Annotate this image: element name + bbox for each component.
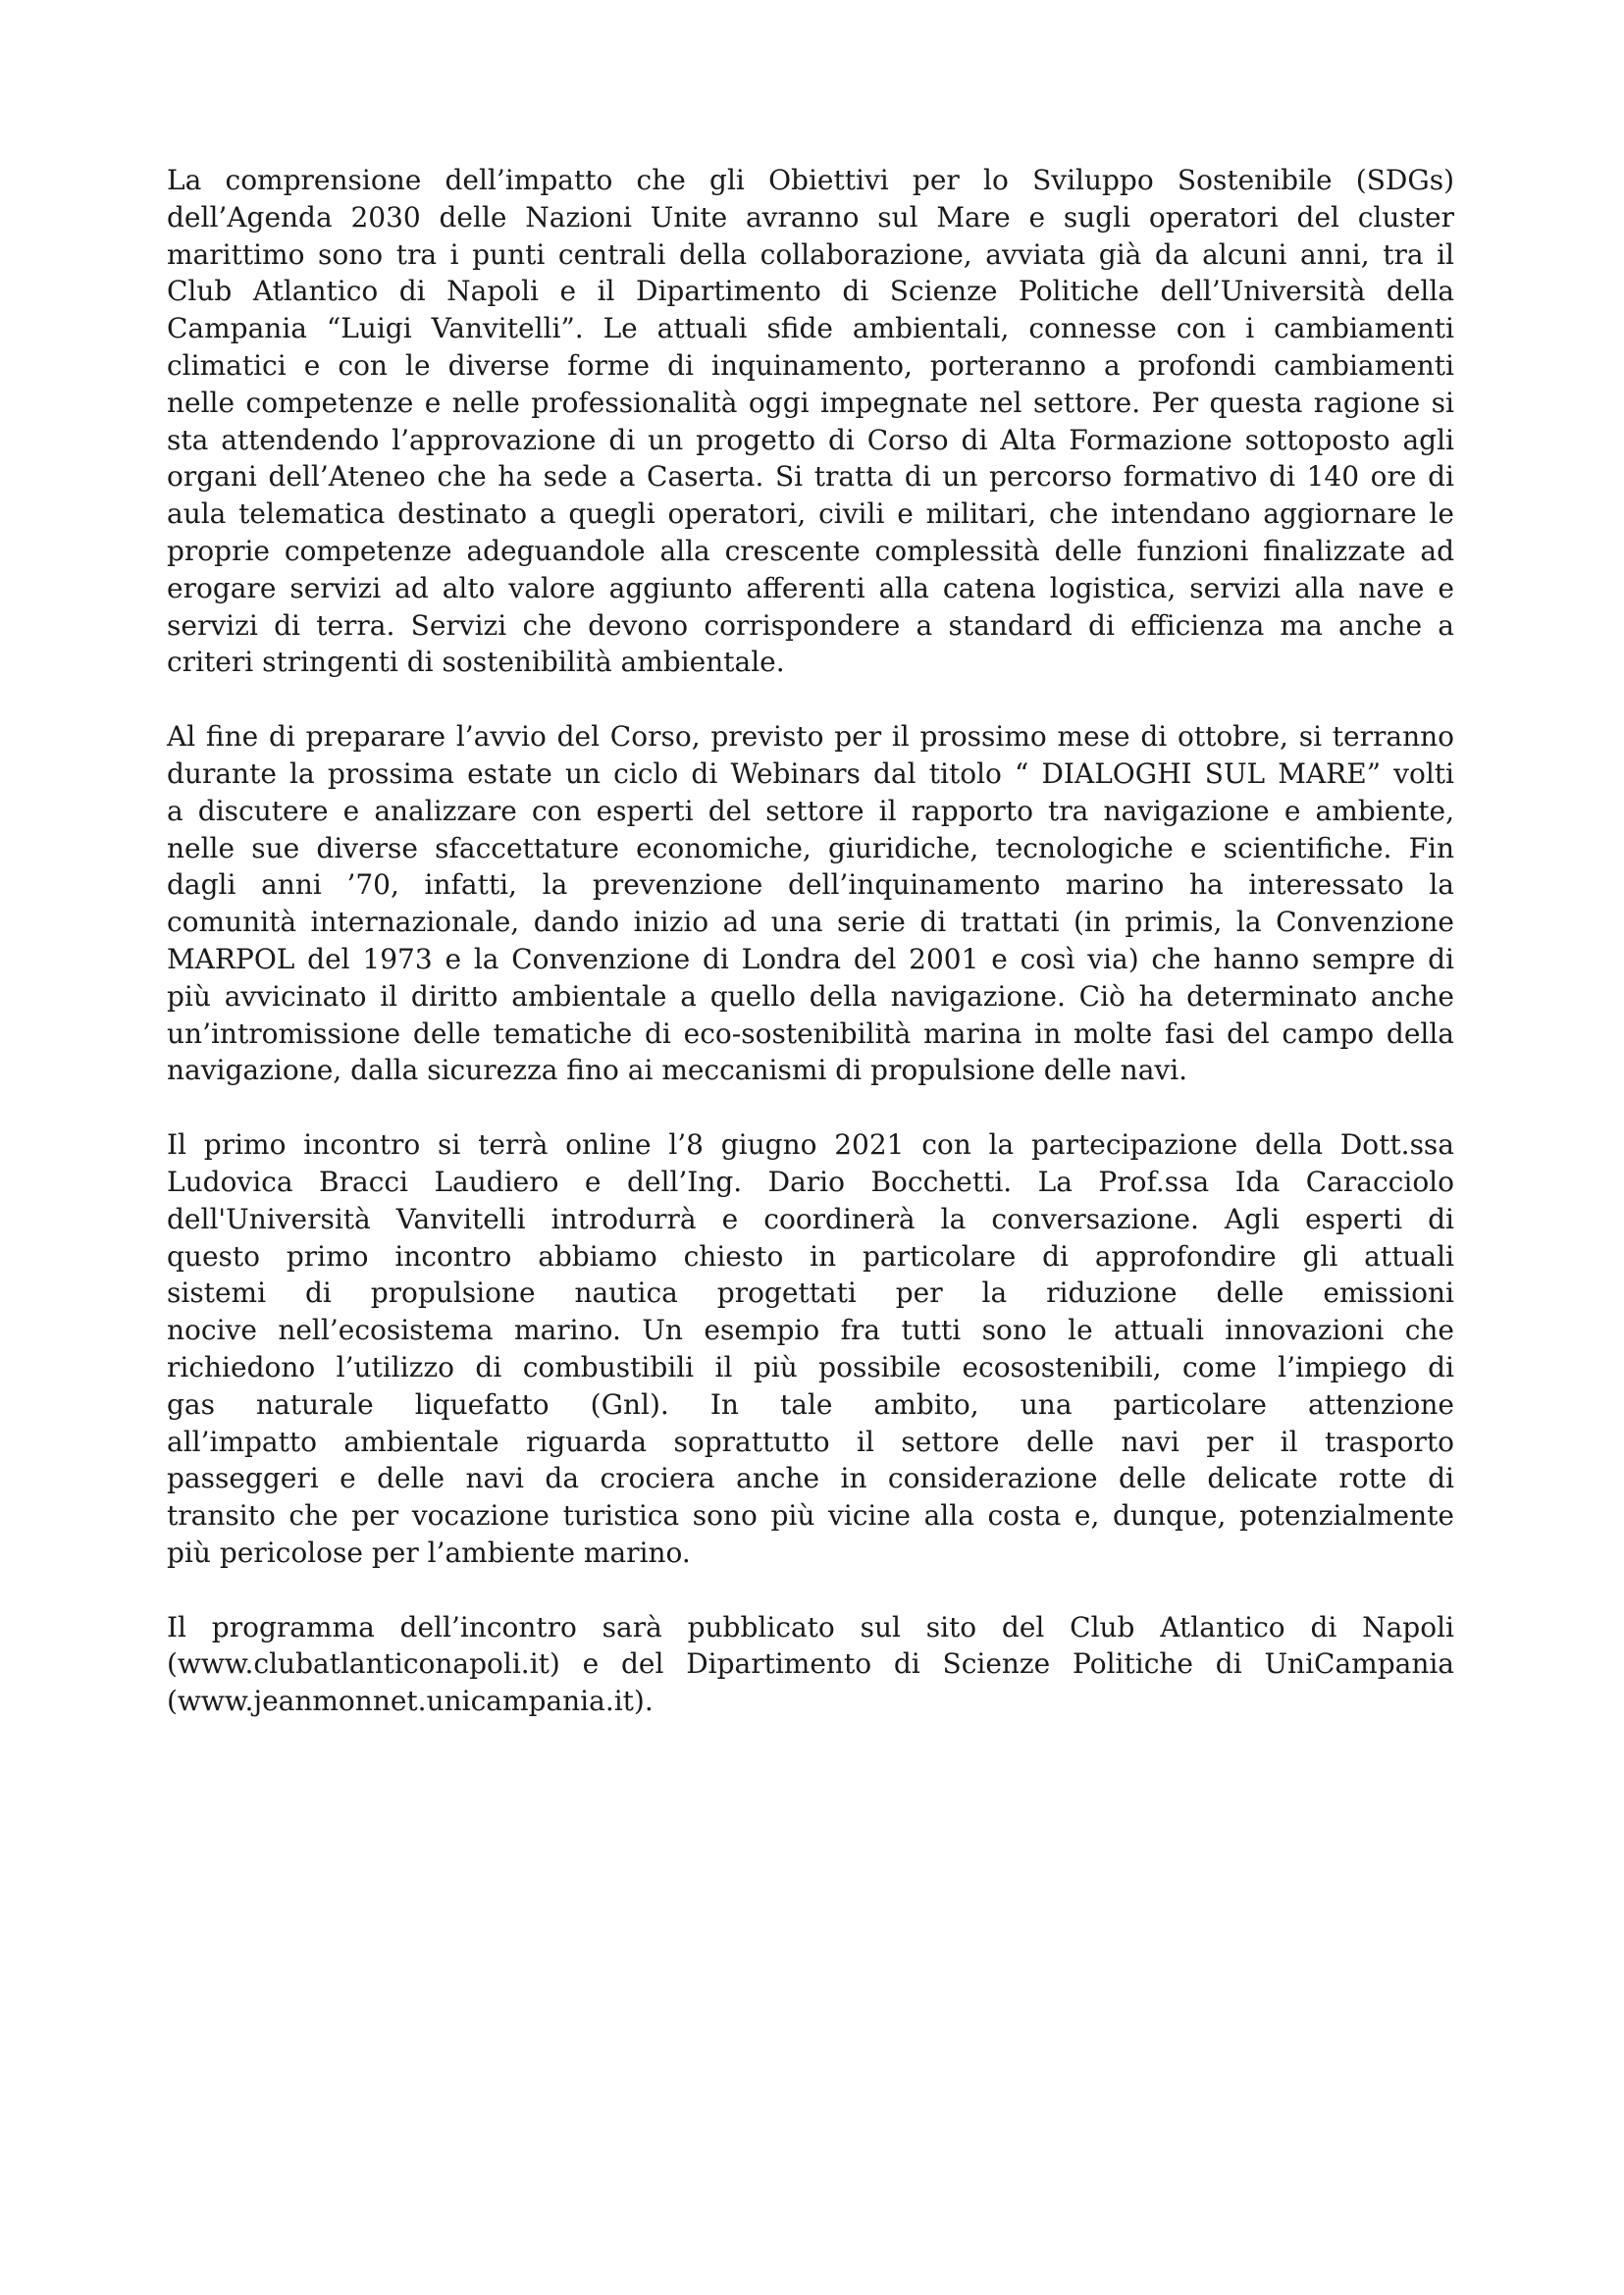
text-line: MARPOL del 1973 e la Convenzione di Londra del 2001 e così via) che hanno sempre di [167,942,1454,975]
text-line: Il programma dell’incontro sarà pubblicato sul sito del Club Atlantico di Napoli [167,1610,1454,1643]
text-line: dagli anni ’70, infatti, la prevenzione dell’inquinamento marino ha interessato la [167,868,1454,902]
text-line: erogare servizi ad alto valore aggiunto afferenti alla catena logistica, servizi alla nave e [167,571,1454,604]
text-line: Al fine di preparare l’avvio del Corso, previsto per il prossimo mese di ottobre, si terranno [167,720,1454,754]
text-line: Campania “Luigi Vanvitelli”. Le attuali sfide ambientali, connesse con i cambiamenti [167,312,1454,345]
text-line: sta attendendo l’approvazione di un progetto di Corso di Alta Formazione sottoposto agli [167,423,1454,456]
document-body [167,162,1454,1757]
paragraph-sdgs-collaboration [167,162,1454,681]
text-line: dell’Agenda 2030 delle Nazioni Unite avranno sul Mare e sugli operatori del cluster [167,200,1454,234]
text-line: nelle competenze e nelle professionalità oggi impegnate nel settore. Per questa ragione si [167,386,1454,419]
text-line: La comprensione dell’impatto che gli Obiettivi per lo Sviluppo Sostenibile (SDGs) [167,164,1454,196]
text-line: durante la prossima estate un ciclo di Webinars dal titolo “ DIALOGHI SUL MARE” volti [167,756,1454,790]
text-line: più pericolose per l’ambiente marino. [167,1536,691,1569]
text-line: a discutere e analizzare con esperti del settore il rapporto tra navigazione e ambiente, [167,794,1454,827]
text-line: proprie competenze adeguandole alla crescente complessità delle funzioni finalizzate ad [167,534,1454,567]
text-line: navigazione, dalla sicurezza fino ai meccanismi di propulsione delle navi. [167,1054,1188,1087]
text-line: servizi di terra. Servizi che devono corrispondere a standard di efficienza ma anche a [167,608,1454,642]
text-line: marittimo sono tra i punti centrali della collaborazione, avviata già da alcuni anni, tra il [167,237,1454,271]
text-line: criteri stringenti di sostenibilità ambientale. [167,646,785,679]
text-line: transito che per vocazione turistica sono più vicine alla costa e, dunque, potenzialmente [167,1499,1454,1533]
text-line: (www.clubatlanticonapoli.it) e del Dipartimento di Scienze Politiche di UniCampania [167,1647,1454,1681]
text-line: Ludovica Bracci Laudiero e dell’Ing. Dario Bocchetti. La Prof.ssa Ida Caracciolo [167,1165,1454,1198]
text-line: richiedono l’utilizzo di combustibili il più possibile ecosostenibili, come l’impiego di [167,1350,1454,1383]
text-line: questo primo incontro abbiamo chiesto in particolare di approfondire gli attuali [167,1239,1454,1273]
text-line: Club Atlantico di Napoli e il Dipartimento di Scienze Politiche dell’Università della [167,275,1454,308]
text-line: nocive nell’ecosistema marino. Un esempio fra tutti sono le attuali innovazioni che [167,1314,1454,1347]
text-line: organi dell’Ateneo che ha sede a Caserta. Si tratta di un percorso formativo di 140 ore di [167,460,1454,494]
text-line: all’impatto ambientale riguarda soprattutto il settore delle navi per il trasporto [167,1425,1454,1458]
text-line: passeggeri e delle navi da crociera anche in considerazione delle delicate rotte di [167,1462,1454,1495]
paragraph-first-meeting [167,1126,1454,1572]
text-line: sistemi di propulsione nautica progettati per la riduzione delle emissioni [167,1277,1454,1310]
text-line: aula telematica destinato a quegli operatori, civili e militari, che intendano aggiornare le [167,497,1454,531]
text-line: un’intromissione delle tematiche di eco-sostenibilità marina in molte fasi del campo della [167,1017,1454,1050]
text-line: più avvicinato il diritto ambientale a quello della navigazione. Ciò ha determinato anche [167,979,1454,1013]
text-line: dell'Università Vanvitelli introdurrà e coordinerà la conversazione. Agli esperti di [167,1202,1454,1235]
paragraph-webinars [167,718,1454,1089]
text-line: (www.jeanmonnet.unicampania.it). [167,1685,654,1718]
text-line: Il primo incontro si terrà online l’8 giugno 2021 con la partecipazione della Dott.ssa [167,1128,1454,1162]
text-line: nelle sue diverse sfaccettature economiche, giuridiche, tecnologiche e scientifiche. Fin [167,831,1454,864]
text-line: climatici e con le diverse forme di inquinamento, porteranno a profondi cambiamenti [167,348,1454,382]
text-line: comunità internazionale, dando inizio ad una serie di trattati (in primis, la Convenzione [167,906,1454,939]
text-line: gas naturale liquefatto (Gnl). In tale ambito, una particolare attenzione [167,1387,1454,1421]
paragraph-program-links [167,1609,1454,1720]
